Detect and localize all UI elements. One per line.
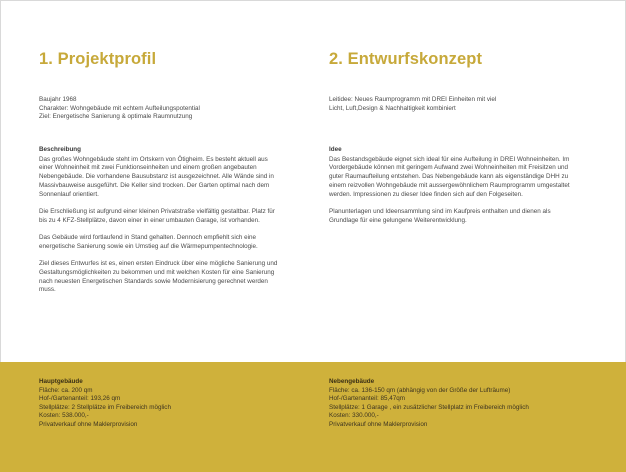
info-line: Stellplätze: 2 Stellplätze im Freibereich möglich	[39, 403, 171, 411]
info-line: Hof-/Gartenanteil: 193,26 qm	[39, 395, 121, 403]
info-line: Hof-/Gartenanteil: 85,47qm	[329, 395, 405, 403]
info-line: Fläche: ca. 136-150 qm (abhängig von der Größe der Lufträume)	[329, 386, 511, 394]
idee-paragraph: Das Bestandsgebäude eignet sich ideal für eine Aufteilung in DREI Wohneinheiten. Im Vordergebäude können mit geringem Aufwand zwei Wohneinheiten mit Freisitzen und guter Raumaufteilung entstehen. Das Nebengebäude kann als eigenständige DHH zu einem reizvollen Wohngebäude mit aussergewöhnlichem Raumprogramm umgestaltet werden. Impressionen zu dieser Idee finden sich auf den Folgeseiten.	[329, 155, 570, 198]
info-line: Privatverkauf ohne Maklerprovision	[329, 420, 428, 428]
info-line: Privatverkauf ohne Maklerprovision	[39, 420, 138, 428]
nebengebaeude-info	[329, 378, 529, 430]
projektprofil-meta	[39, 96, 200, 122]
beschreibung-paragraph: Das großes Wohngebäude steht im Ortskern von Ötigheim. Es besteht aktuell aus einer Wohneinheit mit zwei Funktionseinheiten und einem großen angebauten Nebengebäude. Die vorhandene Bausubstanz ist ausgezeichnet. Alle Wände sind in Massivbauweise ausgeführt. Die Keller sind trocken. Der Garten optimal nach dem Sonnenlauf orientiert.	[39, 155, 274, 198]
beschreibung-paragraph: Ziel dieses Entwurfes ist es, einen ersten Eindruck über eine mögliche Sanierung und Gestaltungsmöglichkeiten zu bekommen und mit welchen Kosten für eine Sanierung nach neuesten Energetischen Standards sowie Modernisierung gerechnet werden muss.	[39, 260, 278, 294]
nebengebaeude-heading: Nebengebäude	[329, 378, 375, 385]
footer-band	[0, 362, 626, 472]
projektprofil-title: 1. Projektprofil	[39, 50, 157, 68]
info-line: Stellplätze: 1 Garage , ein zusätzlicher Stellplatz im Freibereich möglich	[329, 403, 529, 411]
info-line: Fläche: ca. 200 qm	[39, 386, 93, 394]
beschreibung-paragraph: Die Erschließung ist aufgrund einer kleinen Privatstraße vielfältig gestaltbar. Platz für bis zu 4 KFZ-Stellplätze, davon einer in einer umbauten Garage, ist vorhanden.	[39, 207, 275, 224]
meta-line: Charakter: Wohngebäude mit echtem Aufteilungspotential	[39, 104, 200, 112]
idee-paragraph: Planunterlagen und Ideensammlung sind im Kaufpreis enthalten und dienen als Grundlage für eine gelungene Weiterentwicklung.	[329, 207, 551, 224]
beschreibung-paragraph: Das Gebäude wird fortlaufend in Stand gehalten. Dennoch empfiehlt sich eine energetische Sanierung sowie ein Umstieg auf die Wärmepumpentechnologie.	[39, 234, 258, 250]
info-line: Kosten: 538.000,-	[39, 412, 89, 420]
info-line: Kosten: 330.000,-	[329, 412, 379, 420]
idee-block	[329, 146, 574, 234]
idee-heading: Idee	[329, 146, 342, 153]
meta-line: Leitidee: Neues Raumprogramm mit DREI Einheiten mit viel	[329, 96, 497, 103]
entwurfskonzept-meta	[329, 96, 496, 113]
hauptgebaeude-info	[39, 378, 171, 430]
entwurfskonzept-title: 2. Entwurfskonzept	[329, 50, 483, 68]
beschreibung-heading: Beschreibung	[39, 146, 81, 153]
meta-line: Baujahr 1968	[39, 96, 77, 103]
beschreibung-block	[39, 146, 279, 304]
hauptgebaeude-heading: Hauptgebäude	[39, 378, 83, 385]
meta-line: Licht, Luft,Design & Nachhaltigkeit kombiniert	[329, 104, 456, 112]
meta-line: Ziel: Energetische Sanierung & optimale Raumnutzung	[39, 113, 193, 121]
